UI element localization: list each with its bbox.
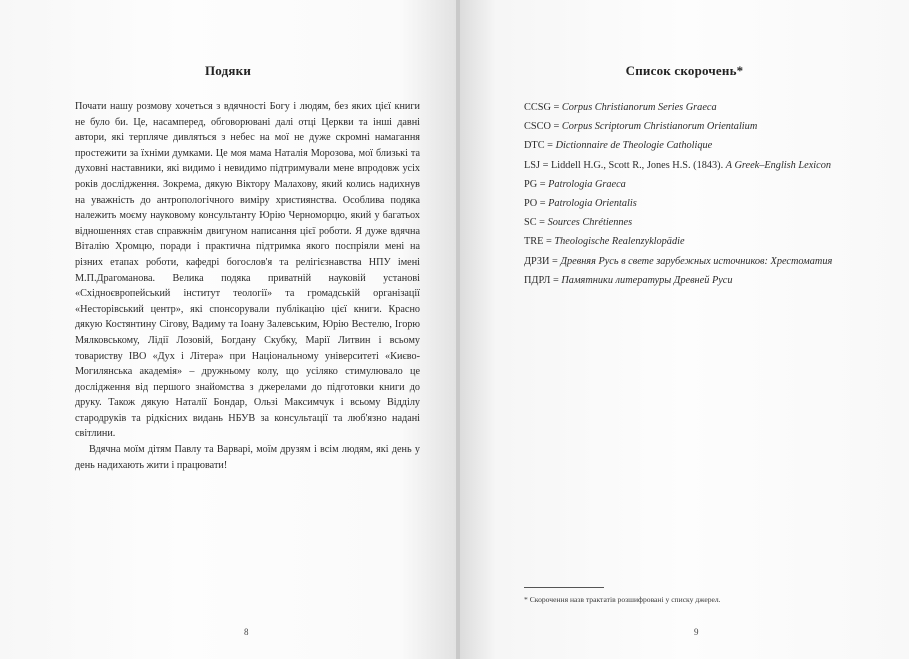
abbreviation-expansion: Dictionnaire de Theologie Catholique <box>555 140 713 152</box>
equals-sign: = <box>544 140 556 152</box>
paragraph: Почати нашу розмову хочеться з вдячності Богу і людям, без яких цієї книги не було би. Це, насамперед, обговорювані далі отці Церкви та інші давні автори, які терпляче дивляться з небес на мої не дуже скромні намагання простежити за їхніми думками. Це моя мама Наталія Морозова, мої близькі та духовні наставники, які видимо і невидимо підтримували мене впродовж усіх років дослідження. Зокрема, дякую Віктору Малахову, який колись надихнув на уважність до антропологічного виміру християнства. Особлива подяка належить моєму науковому консультанту Юрію Черноморцю, який у багатьох відношеннях став справжнім двигуном написання цієї роботи. Я дуже вдячна Віталію Хромцю, поради і практична підтримка якого поспріяли мені на різних етапах роботи, кафедрі богослов'я та релігієзнавства НПУ імені М.П.Драгоманова. Велика подяка приватній науковій установі «Східноєвропейський інститут теології» та громадській організації «Несторівський центр», які спонсорували публікацію цієї книги. Красно дякую Костянтину Сігову, Вадиму та Іоану Залевським, Юрію Вестелю, Ігорю Мялковському, Лідії Лозовій, Богдану Скубку, Марії Литвин і всьому товариству ІВО «Дух і Літера» при Національному університеті «Києво-Могилянська академія» – дружньому колу, що усіляко стимулювало це дослідження від першого знайомства з джерелами до підготовки книги до друку. Також дякую Наталії Бондар, Ользі Максимчук і всьому Відділу стародруків та рідкісних видань НБУВ за консультації та люб'язно надані світлини. <box>75 101 420 440</box>
abbreviation-term: PG <box>524 178 538 190</box>
right-page <box>460 0 909 659</box>
abbreviation-entry <box>524 232 894 251</box>
abbreviation-entry <box>524 136 894 155</box>
abbreviation-entry <box>524 252 894 271</box>
page-title-acknowledgements: Подяки <box>204 63 252 78</box>
abbreviation-expansion: A Greek–English Lexicon <box>725 159 831 171</box>
abbreviation-term: CCSG <box>524 102 551 113</box>
abbreviation-entry <box>524 271 894 290</box>
equals-sign: = <box>550 121 562 133</box>
abbreviation-term: ПДРЛ <box>524 274 551 286</box>
equals-sign: = <box>537 198 549 210</box>
equals-sign: = <box>549 255 561 267</box>
abbreviation-expansion: Corpus Christianorum Series Graeca <box>561 102 717 113</box>
abbreviation-entry <box>524 98 894 117</box>
footnote-rule <box>524 587 604 588</box>
abbreviation-expansion: Древняя Русь в свете зарубежных источников: Хрестоматия <box>560 255 833 267</box>
equals-sign: = <box>536 217 548 229</box>
abbreviation-entry <box>524 117 894 136</box>
paragraph: Вдячна моїм дітям Павлу та Варварі, моїм друзям і всім людям, які день у день надихають жити і працювати! <box>75 444 420 471</box>
page-title-abbreviations: Список скорочень* <box>625 63 744 78</box>
footnote: * Скорочення назв трактатів розшифровані у списку джерел. <box>524 595 721 604</box>
abbreviation-term: SC <box>524 217 537 229</box>
abbreviation-expansion: Patrologia Graeca <box>548 178 626 190</box>
abbreviation-entry <box>524 194 894 213</box>
abbreviation-entry <box>524 175 894 194</box>
equals-sign: = <box>540 159 551 171</box>
abbreviation-expansion-authors: Liddell H.G., Scott R., Jones H.S. (1843). <box>551 159 726 171</box>
equals-sign: = <box>537 178 549 190</box>
abbreviation-term: CSCO <box>524 121 551 133</box>
equals-sign: = <box>550 274 562 286</box>
abbreviation-expansion: Patrologia Orientalis <box>548 198 637 210</box>
abbreviation-term: TRE <box>524 236 544 248</box>
page-number: 8 <box>244 627 249 637</box>
equals-sign: = <box>550 102 562 113</box>
abbreviation-expansion: Theologische Realenzyklopädie <box>554 236 685 248</box>
equals-sign: = <box>543 236 555 248</box>
abbreviation-term: ДРЗИ <box>524 255 550 267</box>
abbreviation-expansion: Corpus Scriptorum Christianorum Orientalium <box>561 121 758 133</box>
abbreviation-expansion: Sources Chrétiennes <box>547 217 633 229</box>
abbreviation-term: PO <box>524 198 538 210</box>
abbreviation-term: DTC <box>524 140 545 152</box>
abbreviation-list <box>524 98 894 290</box>
abbreviation-expansion: Памятники литературы Древней Руси <box>561 274 733 286</box>
abbreviation-term: LSJ <box>524 159 541 171</box>
acknowledgements-text <box>75 99 420 473</box>
abbreviation-entry <box>524 156 894 175</box>
abbreviation-entry <box>524 213 894 232</box>
page-number: 9 <box>694 627 699 637</box>
